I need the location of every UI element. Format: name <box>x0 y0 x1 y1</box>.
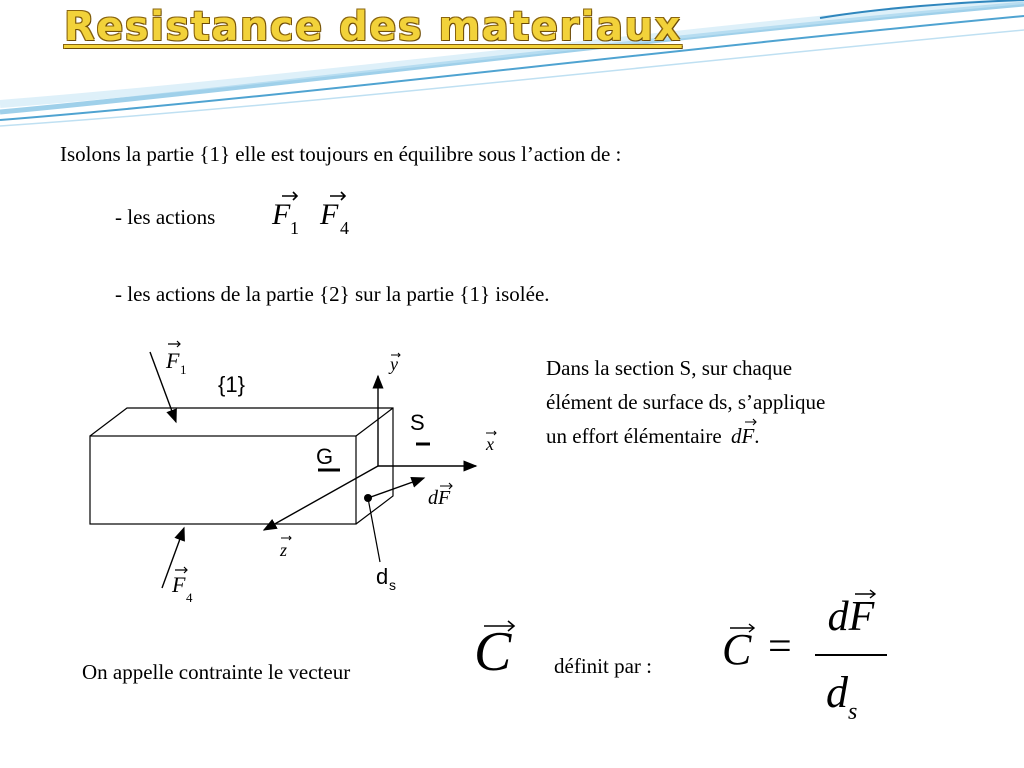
section-text-df <box>731 424 754 449</box>
section-text-line1: Dans la section S, sur chaque <box>546 356 793 380</box>
contrainte-symbol-arrow <box>482 618 518 632</box>
formula-equals: = <box>768 624 792 670</box>
f1-label-sub: 1 <box>180 362 187 377</box>
section-text-line3 <box>546 424 760 449</box>
ds-label-sub: s <box>389 577 396 593</box>
x-axis-label: x <box>486 434 494 454</box>
f1-f4-vectors <box>266 186 366 242</box>
formula-denominator-d: d <box>826 668 848 717</box>
formula-lhs <box>722 622 772 682</box>
f4-symbol: F <box>320 198 339 231</box>
f1-subscript: 1 <box>290 218 299 238</box>
formula-numerator-arrow <box>853 588 879 600</box>
beam-edge <box>356 408 393 436</box>
formula-lhs-arrow <box>728 622 758 634</box>
section-text-line2: élément de surface ds, s’applique <box>546 390 826 414</box>
beam-box <box>90 408 393 524</box>
formula-denominator <box>826 668 857 725</box>
f1-label: F <box>166 348 180 373</box>
section-text-period: . <box>754 424 760 448</box>
bullet-actions: - les actions <box>115 205 216 229</box>
y-axis-label: y <box>390 354 398 374</box>
formula-fraction-bar <box>815 654 887 656</box>
section-text-df-symbol: dF <box>730 424 755 448</box>
intro-text: Isolons la partie {1} elle est toujours en équilibre sous l’action de : <box>60 142 622 166</box>
beam-diagram <box>80 330 540 620</box>
contrainte-text: On appelle contrainte le vecteur <box>82 660 351 684</box>
f1-label-arrow <box>168 341 180 347</box>
formula-denominator-sub: s <box>848 699 858 725</box>
section-text-df-arrow <box>744 417 758 426</box>
ds-label: d <box>376 564 389 589</box>
df-label: dF <box>428 487 451 509</box>
f4-label-sub: 4 <box>186 590 193 605</box>
contrainte-symbol <box>472 618 522 688</box>
df-force-arrow <box>368 478 424 498</box>
f1-symbol: F <box>272 198 291 231</box>
part-1-label: {1} <box>218 372 245 397</box>
bullet-actions-partie: - les actions de la partie {2} sur la partie {1} isolée. <box>115 282 550 306</box>
contrainte-symbol-c: C <box>474 621 512 683</box>
beam-top-side <box>90 408 393 524</box>
page-title: Resistance des materiaux <box>64 4 682 50</box>
z-axis-label: z <box>280 540 288 560</box>
f4-label: F <box>172 572 186 597</box>
definit-text: définit par : <box>554 654 652 678</box>
formula-numerator <box>815 590 887 644</box>
section-s-label: S <box>410 410 425 435</box>
f4-subscript: 4 <box>340 218 349 238</box>
formula-numerator-text: dF <box>827 594 875 640</box>
formula-lhs-c: C <box>722 625 752 674</box>
section-text-line3-prefix: un effort élémentaire <box>546 424 722 448</box>
center-g-label: G <box>316 444 334 469</box>
